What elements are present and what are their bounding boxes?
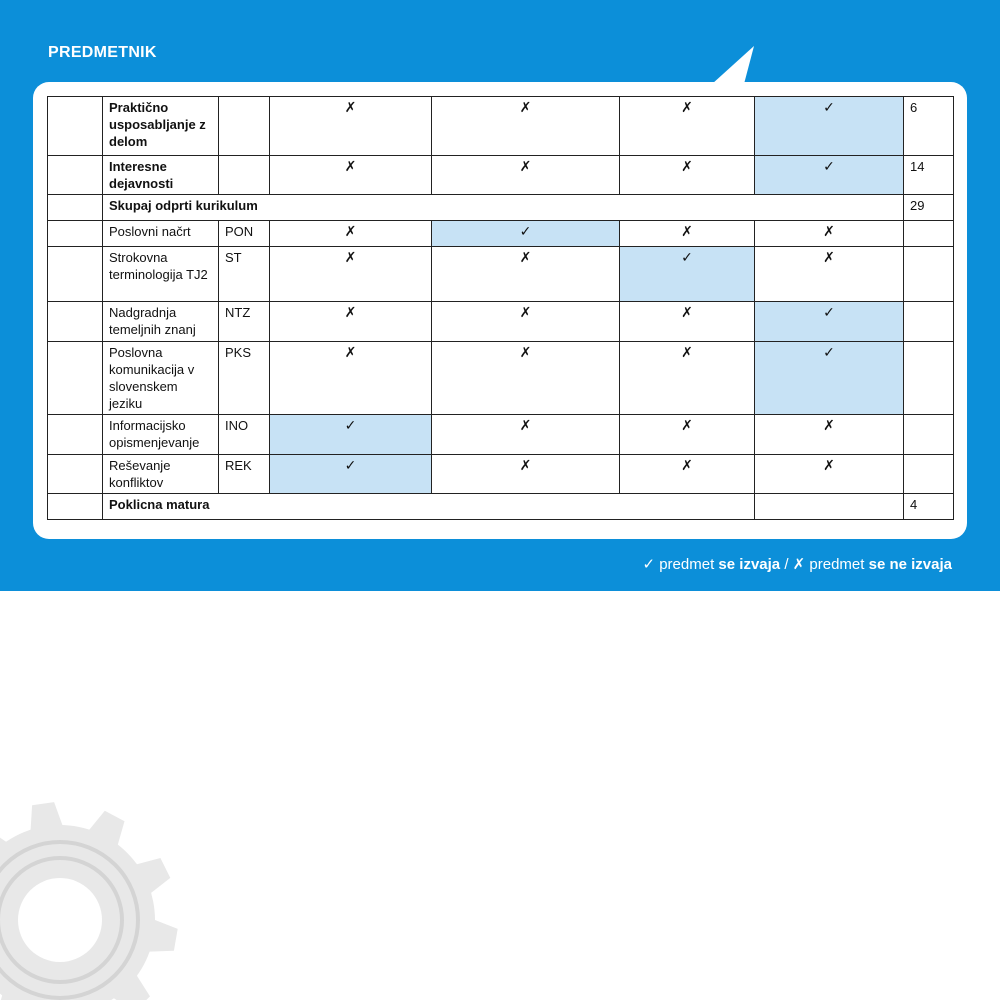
year-2-cell: ✗ xyxy=(432,97,620,156)
code-cell: INO xyxy=(219,415,270,455)
gear-icon xyxy=(0,760,240,1000)
year-4-cell: ✗ xyxy=(755,221,904,247)
year-4-cell: ✗ xyxy=(755,247,904,302)
table-row xyxy=(48,195,954,221)
year-4-cell: ✓ xyxy=(755,342,904,415)
year-2-cell: ✗ xyxy=(432,156,620,195)
year-2-cell: ✗ xyxy=(432,247,620,302)
check-icon: ✓ xyxy=(642,556,656,573)
hours-cell xyxy=(904,221,954,247)
blank-cell xyxy=(48,415,103,455)
year-1-cell: ✗ xyxy=(270,342,432,415)
year-3-cell: ✗ xyxy=(620,415,755,455)
year-3-cell: ✗ xyxy=(620,156,755,195)
year-1-cell: ✗ xyxy=(270,97,432,156)
year-1-cell: ✓ xyxy=(270,455,432,494)
year-2-cell: ✗ xyxy=(432,302,620,342)
subject-cell: Strokovna terminologija TJ2 xyxy=(103,247,219,302)
total-label: Poklicna matura xyxy=(103,494,755,520)
code-cell: REK xyxy=(219,455,270,494)
code-cell: ST xyxy=(219,247,270,302)
legend-text-1: predmet xyxy=(659,556,715,573)
hours-cell xyxy=(904,247,954,302)
year-4-cell: ✓ xyxy=(755,156,904,195)
subject-cell: Praktično usposabljanje z delom xyxy=(103,97,219,156)
table-row xyxy=(48,156,954,195)
year-3-cell: ✗ xyxy=(620,455,755,494)
blank-cell xyxy=(48,195,103,221)
blank-cell xyxy=(48,455,103,494)
code-cell xyxy=(219,97,270,156)
table-row xyxy=(48,247,954,302)
blank-cell xyxy=(48,221,103,247)
year-2-cell: ✗ xyxy=(432,342,620,415)
year-1-cell: ✗ xyxy=(270,302,432,342)
subject-cell: Interesne dejavnosti xyxy=(103,156,219,195)
table-row xyxy=(48,342,954,415)
table-row xyxy=(48,302,954,342)
code-cell: NTZ xyxy=(219,302,270,342)
legend-separator: / xyxy=(784,556,789,573)
legend-text-3: predmet xyxy=(809,556,865,573)
table-row xyxy=(48,415,954,455)
blank-cell xyxy=(48,342,103,415)
table-row xyxy=(48,97,954,156)
year-4-cell xyxy=(755,494,904,520)
subject-cell: Poslovni načrt xyxy=(103,221,219,247)
curriculum-table xyxy=(47,96,954,520)
legend xyxy=(642,555,952,573)
hours-cell: 4 xyxy=(904,494,954,520)
code-cell: PKS xyxy=(219,342,270,415)
year-3-cell: ✗ xyxy=(620,97,755,156)
table-row xyxy=(48,221,954,247)
table-row xyxy=(48,494,954,520)
hours-cell: 29 xyxy=(904,195,954,221)
year-4-cell: ✓ xyxy=(755,97,904,156)
year-1-cell: ✗ xyxy=(270,221,432,247)
subject-cell: Nadgradnja temeljnih znanj xyxy=(103,302,219,342)
year-4-cell: ✓ xyxy=(755,302,904,342)
subject-cell: Reševanje konfliktov xyxy=(103,455,219,494)
hours-cell: 6 xyxy=(904,97,954,156)
legend-text-4: se ne izvaja xyxy=(868,556,952,573)
subject-cell: Poslovna komunikacija v slovenskem jeziku xyxy=(103,342,219,415)
blank-cell xyxy=(48,247,103,302)
year-2-cell: ✗ xyxy=(432,455,620,494)
year-2-cell: ✗ xyxy=(432,415,620,455)
cross-icon: ✗ xyxy=(792,556,806,573)
table-row xyxy=(48,455,954,494)
hours-cell xyxy=(904,302,954,342)
page-title: PREDMETNIK xyxy=(48,44,157,61)
code-cell xyxy=(219,156,270,195)
year-1-cell: ✓ xyxy=(270,415,432,455)
legend-text-2: se izvaja xyxy=(718,556,781,573)
blank-cell xyxy=(48,302,103,342)
year-1-cell: ✗ xyxy=(270,247,432,302)
blank-cell xyxy=(48,97,103,156)
year-2-cell: ✓ xyxy=(432,221,620,247)
year-3-cell: ✗ xyxy=(620,342,755,415)
subtotal-label: Skupaj odprti kurikulum xyxy=(103,195,904,221)
year-4-cell: ✗ xyxy=(755,455,904,494)
year-1-cell: ✗ xyxy=(270,156,432,195)
year-3-cell: ✗ xyxy=(620,221,755,247)
year-4-cell: ✗ xyxy=(755,415,904,455)
code-cell: PON xyxy=(219,221,270,247)
subject-cell: Informacijsko opismenjevanje xyxy=(103,415,219,455)
year-3-cell: ✓ xyxy=(620,247,755,302)
hours-cell xyxy=(904,415,954,455)
blank-cell xyxy=(48,494,103,520)
year-3-cell: ✗ xyxy=(620,302,755,342)
blank-cell xyxy=(48,156,103,195)
hours-cell xyxy=(904,342,954,415)
hours-cell xyxy=(904,455,954,494)
hours-cell: 14 xyxy=(904,156,954,195)
